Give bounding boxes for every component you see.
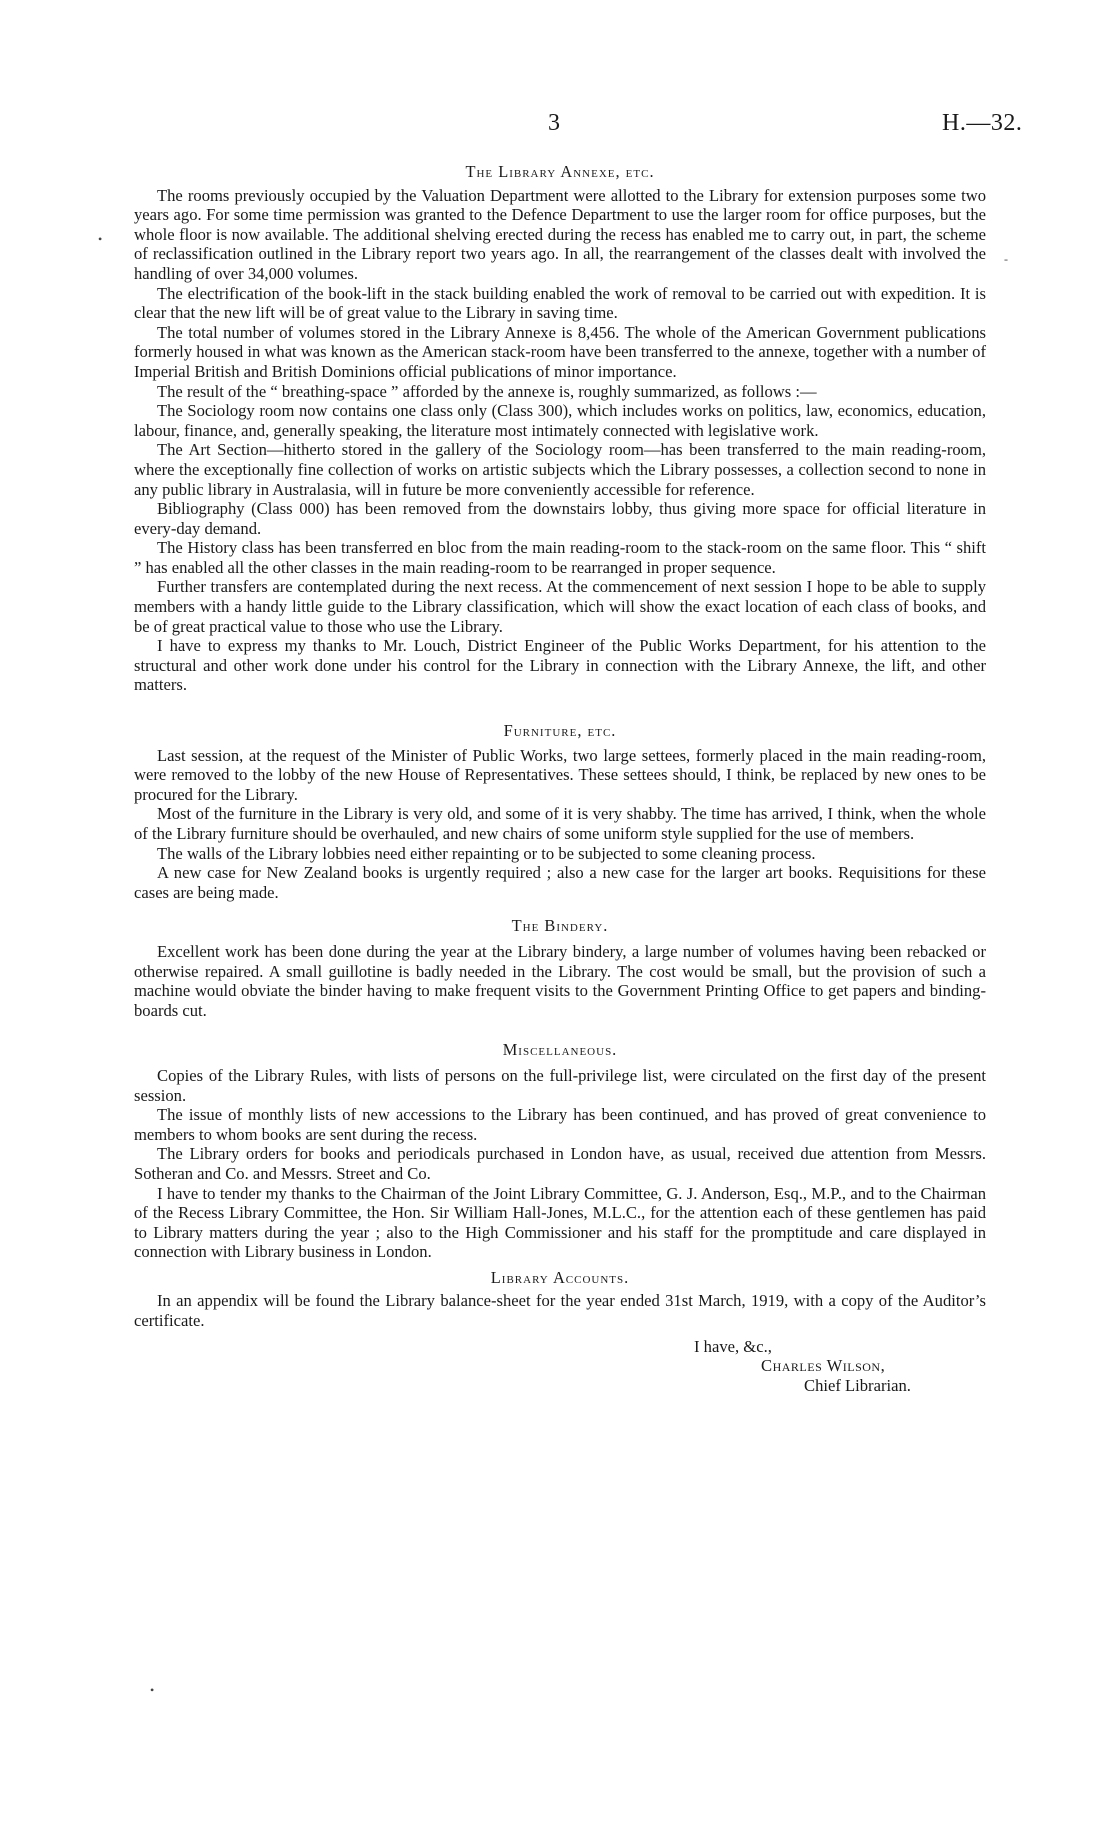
signatory-title: Chief Librarian. (804, 1375, 911, 1395)
paragraph: The rooms previously occupied by the Valuation Department were allotted to the Library for extension purposes some two years ago. For some time permission was granted to the Defence Department to use the larger room for office purposes, but the whole floor is now available. The additional shelving erected during the recess has enabled me to carry out, in part, the scheme of reclassification outlined in the Library report two years ago. In all, the rearrangement of the classes dealt with involved the handling of over 34,000 volumes. (134, 185, 986, 283)
signature-block (134, 1337, 986, 1396)
paragraph: Further transfers are contemplated during the next recess. At the commencement of next session I hope to be able to supply members with a handy little guide to the Library classification, which will show the exact location of each class of books, and be of great practical value to those who use the Library. (134, 577, 986, 636)
margin-dot-mark: • (150, 1683, 155, 1697)
paragraph: Excellent work has been done during the year at the Library bindery, a large number of volumes having been rebacked or otherwise repaired. A small guillotine is badly needed in the Library. The cost would be small, but the provision of such a machine would obviate the binder having to make frequent visits to the Government Printing Office to get papers and binding-boards cut. (134, 941, 986, 1020)
paragraph: The issue of monthly lists of new accessions to the Library has been continued, and has proved of great convenience to members to whom books are sent during the recess. (134, 1105, 986, 1144)
paragraph: In an appendix will be found the Library balance-sheet for the year ended 31st March, 1919, with a copy of the Auditor’s certificate. (134, 1291, 986, 1331)
paragraph: The History class has been transferred en bloc from the main reading-room to the stack-room on the same floor. This “ shift ” has enabled all the other classes in the main reading-room to be rearranged in proper sequence. (134, 538, 986, 577)
margin-dash-mark: - (1004, 252, 1008, 266)
document-body (134, 162, 986, 1395)
paragraph: Last session, at the request of the Minister of Public Works, two large settees, formerly placed in the main reading-room, were removed to the lobby of the new House of Representatives. These settees should, I think, be replaced by new ones to be procured for the Library. (134, 745, 986, 804)
paragraph: I have to express my thanks to Mr. Louch, District Engineer of the Public Works Department, for his attention to the structural and other work done under his control for the Library in connection with the Library Annexe, the lift, and other matters. (134, 636, 986, 695)
paragraph: The Library orders for books and periodicals purchased in London have, as usual, received due attention from Messrs. Sotheran and Co. and Messrs. Street and Co. (134, 1144, 986, 1183)
paragraph: A new case for New Zealand books is urgently required ; also a new case for the larger art books. Requisitions for these cases are being made. (134, 863, 986, 902)
section-heading-furniture: Furniture, etc. (503, 721, 617, 741)
paragraph: The Sociology room now contains one class only (Class 300), which includes works on politics, law, economics, education, labour, finance, and, generally speaking, the literature most intimately connected with legislative work. (134, 401, 986, 440)
paragraph: The total number of volumes stored in the Library Annexe is 8,456. The whole of the American Government publications formerly housed in what was known as the American stack-room have been transferred to the annexe, together with a number of Imperial British and British Dominions official publications of minor importance. (134, 322, 986, 381)
page-number: 3 (548, 110, 560, 136)
margin-dot-mark: • (98, 232, 103, 246)
paragraph: The electrification of the book-lift in the stack building enabled the work of removal to be carried out with expedition. It is clear that the new lift will be of great value to the Library in saving time. (134, 283, 986, 323)
section-heading-library-accounts: Library Accounts. (490, 1267, 630, 1287)
paragraph: The Art Section—hitherto stored in the gallery of the Sociology room—has been transferred to the main reading-room, where the exceptionally fine collection of works on artistic subjects which the Library possesses, a collection second to none in any public library in Australasia, will in future be more conveniently accessible for reference. (134, 440, 986, 499)
paragraph: The result of the “ breathing-space ” afforded by the annexe is, roughly summarized, as follows :— (157, 381, 817, 401)
closing-line: I have, &c., (694, 1336, 772, 1356)
section-heading-library-annexe: The Library Annexe, etc. (465, 162, 655, 181)
paragraph: Bibliography (Class 000) has been removed from the downstairs lobby, thus giving more space for official literature in every-day demand. (134, 499, 986, 538)
paragraph: The walls of the Library lobbies need either repainting or to be subjected to some cleaning process. (157, 843, 816, 863)
signatory-name: Charles Wilson, (761, 1356, 886, 1376)
document-reference: H.—32. (942, 110, 1023, 136)
paragraph: Copies of the Library Rules, with lists of persons on the full-privilege list, were circulated on the first day of the present session. (134, 1065, 986, 1105)
paragraph: Most of the furniture in the Library is very old, and some of it is very shabby. The time has arrived, I think, when the whole of the Library furniture should be overhauled, and new chairs of some uniform style supplied for the use of members. (134, 804, 986, 843)
paragraph: I have to tender my thanks to the Chairman of the Joint Library Committee, G. J. Anderson, Esq., M.P., and to the Chairman of the Recess Library Committee, the Hon. Sir William Hall-Jones, M.L.C., for the attention each of these gentlemen has paid to Library matters during the year ; also to the High Commissioner and his staff for the promptitude and care displayed in connection with Library business in London. (134, 1183, 986, 1262)
section-heading-miscellaneous: Miscellaneous. (502, 1040, 618, 1060)
section-heading-bindery: The Bindery. (511, 916, 609, 936)
